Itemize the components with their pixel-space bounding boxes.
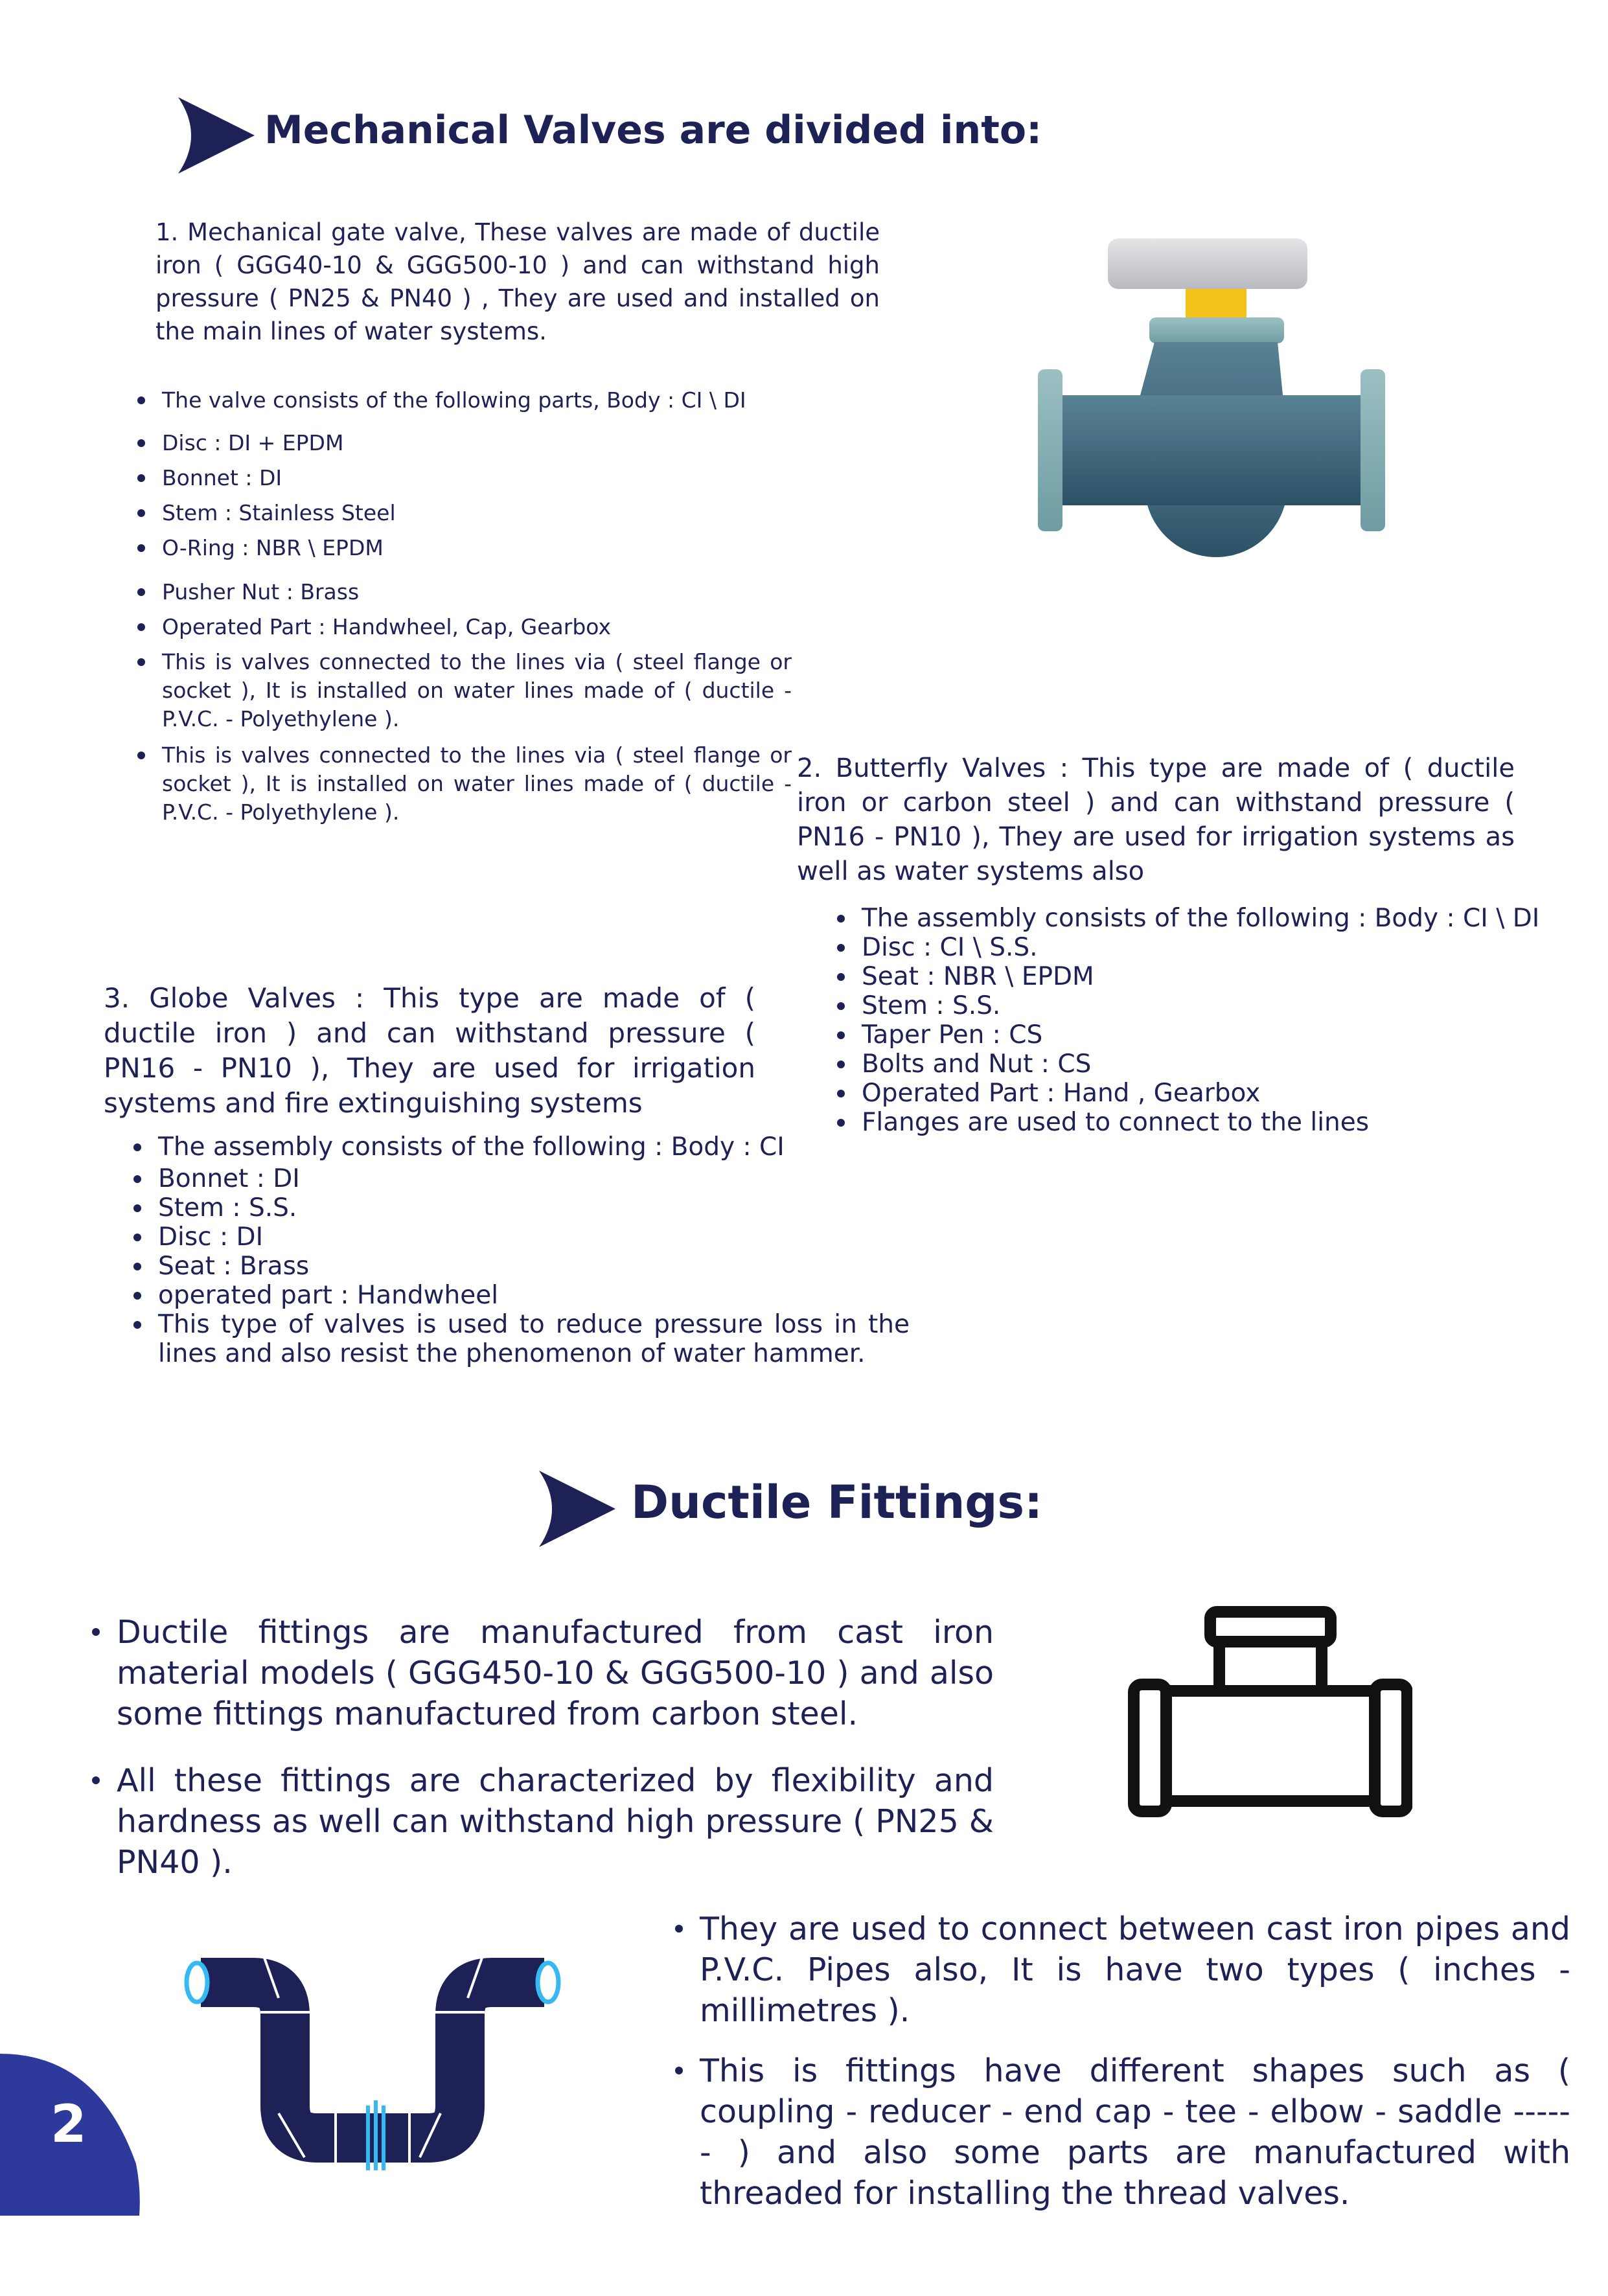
list-item: Bonnet : DI (162, 464, 792, 492)
ductile-fittings-list-left (80, 1612, 994, 1883)
globe-valve-parts-list (131, 1132, 910, 1368)
list-item: The assembly consists of the following : Body : CI \ DI (862, 904, 1587, 933)
gate-valve-intro: 1. Mechanical gate valve, These valves are made of ductile iron ( GGG40-10 & GGG500-10 ) and can withstand high pressure ( PN25 & PN40 ) , They are used and installed on the main lines of water systems. (155, 218, 880, 345)
list-item: O-Ring : NBR \ EPDM (162, 534, 792, 562)
list-item: This is fittings have different shapes such as ( coupling - reducer - end cap - tee - elbow - saddle ------ ) and also some parts are manufactured with threaded for installing the thread valves. (700, 2050, 1570, 2214)
list-item: Seat : Brass (158, 1252, 910, 1281)
list-item: Bolts and Nut : CS (862, 1050, 1587, 1079)
ductile-fittings-list-right (663, 1909, 1570, 2214)
list-item: Stem : S.S. (158, 1193, 910, 1223)
list-item: This is valves connected to the lines via ( steel flange or socket ), It is installed on water lines made of ( ductile - P.V.C. - Polyethylene ). (162, 741, 792, 827)
list-item: Pusher Nut : Brass (162, 578, 792, 606)
list-item: This type of valves is used to reduce pressure loss in the lines and also resist the phenomenon of water hammer. (158, 1310, 910, 1368)
butterfly-valve-parts-list (834, 904, 1587, 1137)
tee-fitting-icon (1127, 1605, 1412, 1820)
butterfly-valve-intro: 2. Butterfly Valves : This type are made of ( ductile iron or carbon steel ) and can withstand pressure ( PN16 - PN10 ), They are used for irrigation systems as well as water systems also (797, 753, 1515, 886)
arrow-marker-icon (178, 97, 256, 174)
pipe-elbow-illustration (181, 1950, 583, 2170)
gate-valve-parts-list (135, 386, 792, 827)
list-item: Flanges are used to connect to the lines (862, 1108, 1587, 1137)
list-item: Ductile fittings are manufactured from cast iron material models ( GGG450-10 & GGG500-10 ) and also some fittings manufactured from carbon steel. (117, 1612, 994, 1734)
list-item: Operated Part : Hand , Gearbox (862, 1079, 1587, 1108)
list-item: Bonnet : DI (158, 1164, 910, 1193)
list-item: Disc : DI (158, 1223, 910, 1252)
list-item: All these fittings are characterized by flexibility and hardness as well can withstand high pressure ( PN25 & PN40 ). (117, 1760, 994, 1883)
list-item: The valve consists of the following parts, Body : CI \ DI (162, 386, 792, 415)
arrow-marker-icon (539, 1471, 617, 1547)
list-item: operated part : Handwheel (158, 1281, 910, 1310)
list-item: Stem : Stainless Steel (162, 499, 792, 527)
list-item: Disc : DI + EPDM (162, 429, 792, 457)
list-item: Taper Pen : CS (862, 1020, 1587, 1050)
list-item: The assembly consists of the following : Body : CI (158, 1132, 910, 1162)
list-item: Disc : CI \ S.S. (862, 933, 1587, 962)
list-item: Stem : S.S. (862, 991, 1587, 1020)
list-item: Seat : NBR \ EPDM (862, 962, 1587, 991)
mechanical-valves-heading: Mechanical Valves are divided into: (264, 108, 1042, 153)
list-item: They are used to connect between cast iron pipes and P.V.C. Pipes also, It is have two types ( inches - millimetres ). (700, 1909, 1570, 2031)
list-item: This is valves connected to the lines via ( steel flange or socket ), It is installed on water lines made of ( ductile - P.V.C. - Polyethylene ). (162, 648, 792, 733)
globe-valve-intro: 3. Globe Valves : This type are made of ( ductile iron ) and can withstand pressure ( PN16 - PN10 ), They are used for irrigation systems and fire extinguishing systems (104, 982, 755, 1119)
page-number: 2 (51, 2094, 87, 2154)
gate-valve-illustration (1011, 233, 1412, 557)
list-item: Operated Part : Handwheel, Cap, Gearbox (162, 613, 792, 641)
ductile-fittings-heading: Ductile Fittings: (631, 1476, 1043, 1529)
